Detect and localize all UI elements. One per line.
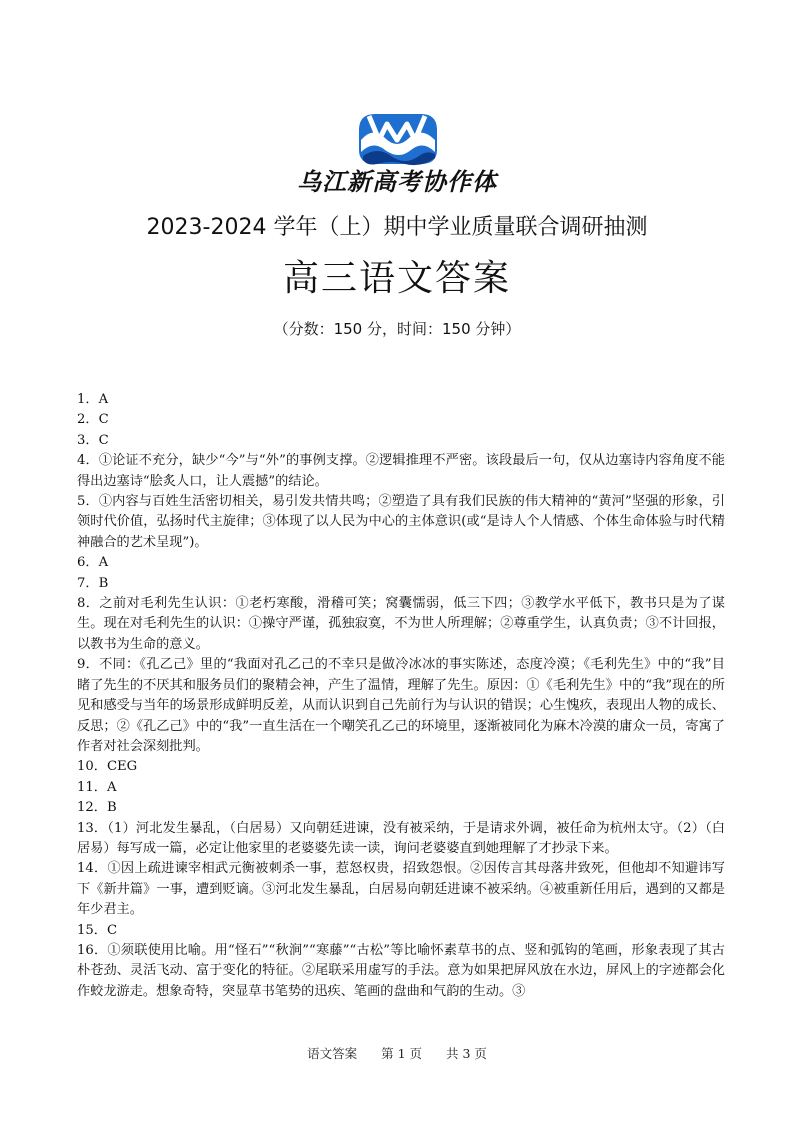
answer-item: 13．（1）河北发生暴乱，（白居易）又向朝廷进谏，没有被采纳，于是请求外调，被任命为杭州太守。（2）（白居易）每写成一篇，必定让他家里的老婆婆先读一读，询问老婆婆直到她理解了才抄录下来。 <box>77 820 725 856</box>
answer-item: 6．A <box>77 555 109 571</box>
answer-item: 14．①因上疏进谏宰相武元衡被刺杀一事，惹怒权贵，招致怨恨。②因传言其母落井致死，但他却不知避讳写下《新井篇》一事，遭到贬谪。③河北发生暴乱，白居易向朝廷进谏不被采纳。④被重新任用后，遇到的又都是年少君主。 <box>77 861 725 918</box>
answer-item: 16．①须联使用比喻。用“怪石”“秋涧”“寒藤”“古松”等比喻怀素草书的点、竖和弧钩的笔画，形象表现了其古朴苍劲、灵活飞动、富于变化的特征。②尾联采用虚写的手法。意为如果把屏风放在水边，屏风上的字迹都会化作蛟龙游走。想象奇特，突显草书笔势的迅疾、笔画的盘曲和气韵的生动。③ <box>77 942 725 999</box>
score-time: （分数：150 分，时间：150 分钟） <box>273 320 521 338</box>
brand-name: 乌江新高考协作体 <box>297 168 497 196</box>
answer-item: 15．C <box>77 922 118 938</box>
answer-item: 7．B <box>77 575 109 591</box>
answer-item: 10．CEG <box>77 759 138 775</box>
answer-item: 1．A <box>77 392 109 407</box>
exam-subtitle: 2023-2024 学年（上）期中学业质量联合调研抽测 <box>146 215 648 240</box>
footer-page: 第 1 页 <box>381 1046 422 1061</box>
answer-item: 12．B <box>77 800 117 816</box>
answer-item: 2．C <box>77 412 109 428</box>
answer-item: 11．A <box>77 779 117 795</box>
footer-total: 共 3 页 <box>445 1046 487 1061</box>
answer-item: 9．不同：《孔乙己》里的“我面对孔乙己的不幸只是做冷冰冰的事实陈述，态度冷漠；《毛利先生》中的“我”目睹了先生的不厌其和服务员们的聚精会神，产生了温情，理解了先生。原因：①《毛利先生》中的“我”现在的所见和感受与当年的场景形成鲜明反差，从而认识到自己先前行为与认识的错误；心生愧疚，表现出人物的成长、反思；②《孔乙己》中的“我”一直生活在一个嘲笑孔乙己的环境里，逐渐被同化为麻木冷漠的庸众一员，寄寓了作者对社会深刻批判。 <box>77 657 725 754</box>
answer-item: 3．C <box>77 432 109 448</box>
page-title: 高三语文答案 <box>282 258 511 299</box>
answer-item: 5．①内容与百姓生活密切相关，易引发共情共鸣；②塑造了具有我们民族的伟大精神的“黄河”坚强的形象，引领时代价值，弘扬时代主旋律；③体现了以人民为中心的主体意识(或“是诗人个人情感、个体生命体验与时代精神融合的艺术呈现”)。 <box>77 494 725 550</box>
footer-subject: 语文答案 <box>307 1046 358 1061</box>
page-footer <box>0 1044 794 1062</box>
answer-item: 8．之前对毛利先生认识：①老朽寒酸，滑稽可笑；窝囊懦弱，低三下四；③教学水平低下，教书只是为了谋生。现在对毛利先生的认识：①操守严谨，孤独寂寞，不为世人所理解；②尊重学生，认真负责；③不计回报，以教书为生命的意义。 <box>77 596 725 652</box>
answer-list <box>77 390 725 1002</box>
answer-item: 4．①论证不充分，缺少“今”与“外”的事例支撑。②逻辑推理不严密。该段最后一句，仅从边塞诗内容角度不能得出边塞诗“脍炙人口，让人震撼”的结论。 <box>77 453 725 489</box>
logo-icon <box>355 110 440 168</box>
